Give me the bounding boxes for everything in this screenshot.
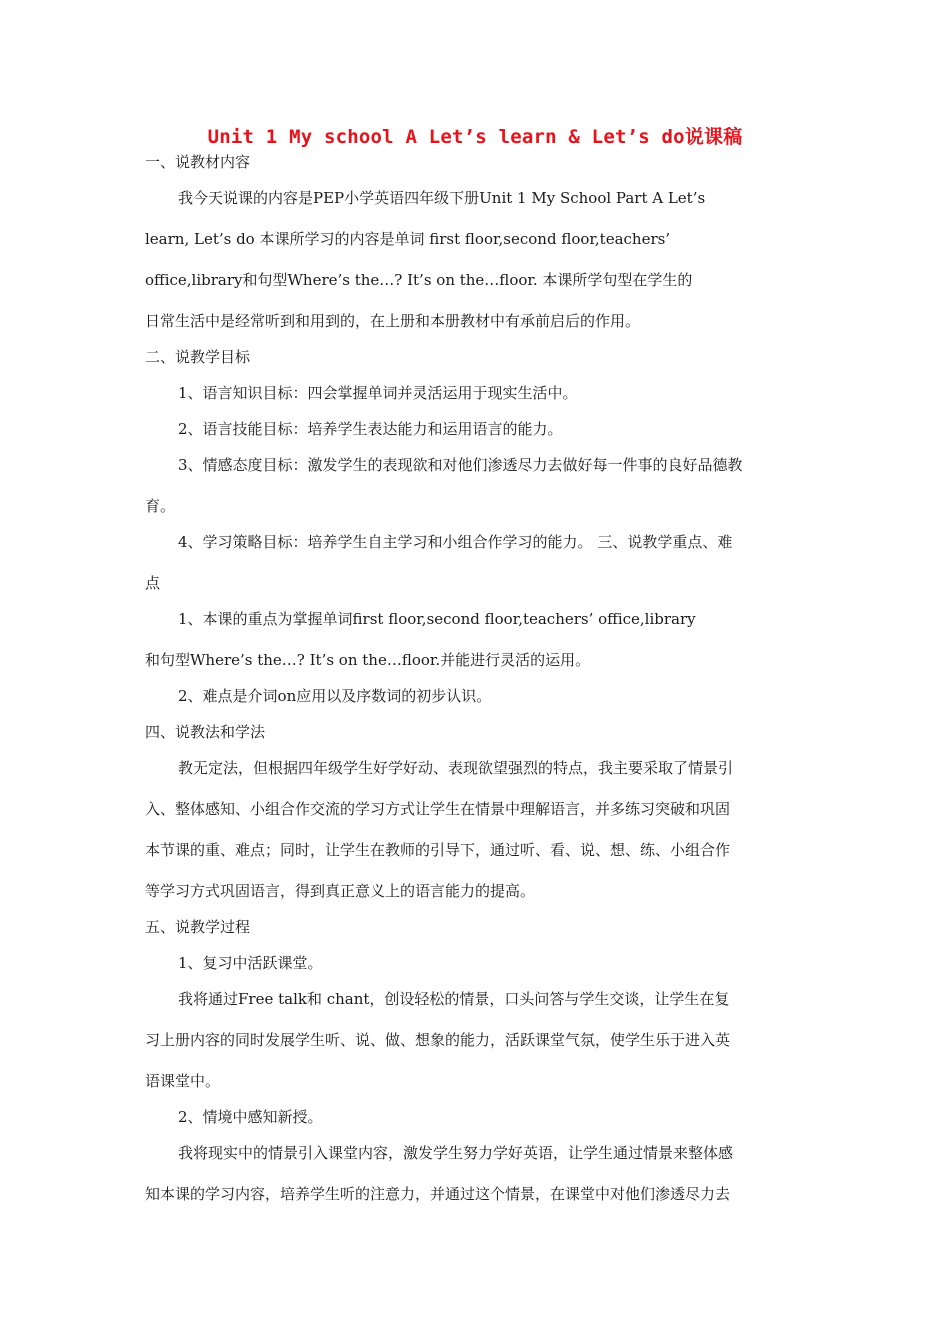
list-item: 4、学习策略目标：培养学生自主学习和小组合作学习的能力。 三、说教学重点、难 <box>178 533 733 551</box>
paragraph-line: 我将通过Free talk和 chant，创设轻松的情景，口头问答与学生交谈，让学生在复 <box>178 990 730 1008</box>
paragraph-line: 我今天说课的内容是PEP小学英语四年级下册Unit 1 My School Part A Let’s <box>178 189 706 207</box>
paragraph-line: 教无定法，但根据四年级学生好学好动、表现欲望强烈的特点，我主要采取了情景引 <box>178 759 734 777</box>
paragraph-line: 语课堂中。 <box>145 1072 221 1090</box>
paragraph-line: learn, Let’s do 本课所学习的内容是单词 first floor,second floor,teachers’ <box>145 230 671 248</box>
paragraph-line: 本节课的重、难点；同时，让学生在教师的引导下，通过听、看、说、想、练、小组合作 <box>145 841 731 859</box>
list-item: 1、复习中活跃课堂。 <box>178 954 323 972</box>
list-item: 1、本课的重点为掌握单词first floor,second floor,teachers’ office,library <box>178 610 696 628</box>
section-heading-4: 四、说教法和学法 <box>145 723 266 741</box>
list-item-continuation: 育。 <box>145 497 176 515</box>
list-item-continuation: 点 <box>145 574 161 592</box>
list-item: 2、难点是介词on应用以及序数词的初步认识。 <box>178 687 492 705</box>
section-heading-1: 一、说教材内容 <box>145 153 251 171</box>
paragraph-line: 知本课的学习内容，培养学生听的注意力，并通过这个情景，在课堂中对他们渗透尽力去 <box>145 1185 731 1203</box>
section-heading-5: 五、说教学过程 <box>145 918 251 936</box>
list-item: 3、情感态度目标：激发学生的表现欲和对他们渗透尽力去做好每一件事的良好品德教 <box>178 456 743 474</box>
list-item: 2、语言技能目标：培养学生表达能力和运用语言的能力。 <box>178 420 563 438</box>
list-item: 1、语言知识目标：四会掌握单词并灵活运用于现实生活中。 <box>178 384 578 402</box>
list-item: 2、情境中感知新授。 <box>178 1108 323 1126</box>
paragraph-line: 我将现实中的情景引入课堂内容，激发学生努力学好英语，让学生通过情景来整体感 <box>178 1144 734 1162</box>
list-item-continuation: 和句型Where’s the…? It’s on the…floor.并能进行灵活的运用。 <box>145 651 591 669</box>
document-title: Unit 1 My school A Let’s learn & Let’s do说课稿 <box>207 126 743 148</box>
paragraph-line: 日常生活中是经常听到和用到的，在上册和本册教材中有承前启后的作用。 <box>145 312 641 330</box>
paragraph-line: 习上册内容的同时发展学生听、说、做、想象的能力，活跃课堂气氛，使学生乐于进入英 <box>145 1031 731 1049</box>
paragraph-line: 等学习方式巩固语言，得到真正意义上的语言能力的提高。 <box>145 882 536 900</box>
paragraph-line: 入、整体感知、小组合作交流的学习方式让学生在情景中理解语言，并多练习突破和巩固 <box>145 800 731 818</box>
paragraph-line: office,library和句型Where’s the…? It’s on the…floor. 本课所学句型在学生的 <box>145 271 693 289</box>
section-heading-2: 二、说教学目标 <box>145 348 251 366</box>
